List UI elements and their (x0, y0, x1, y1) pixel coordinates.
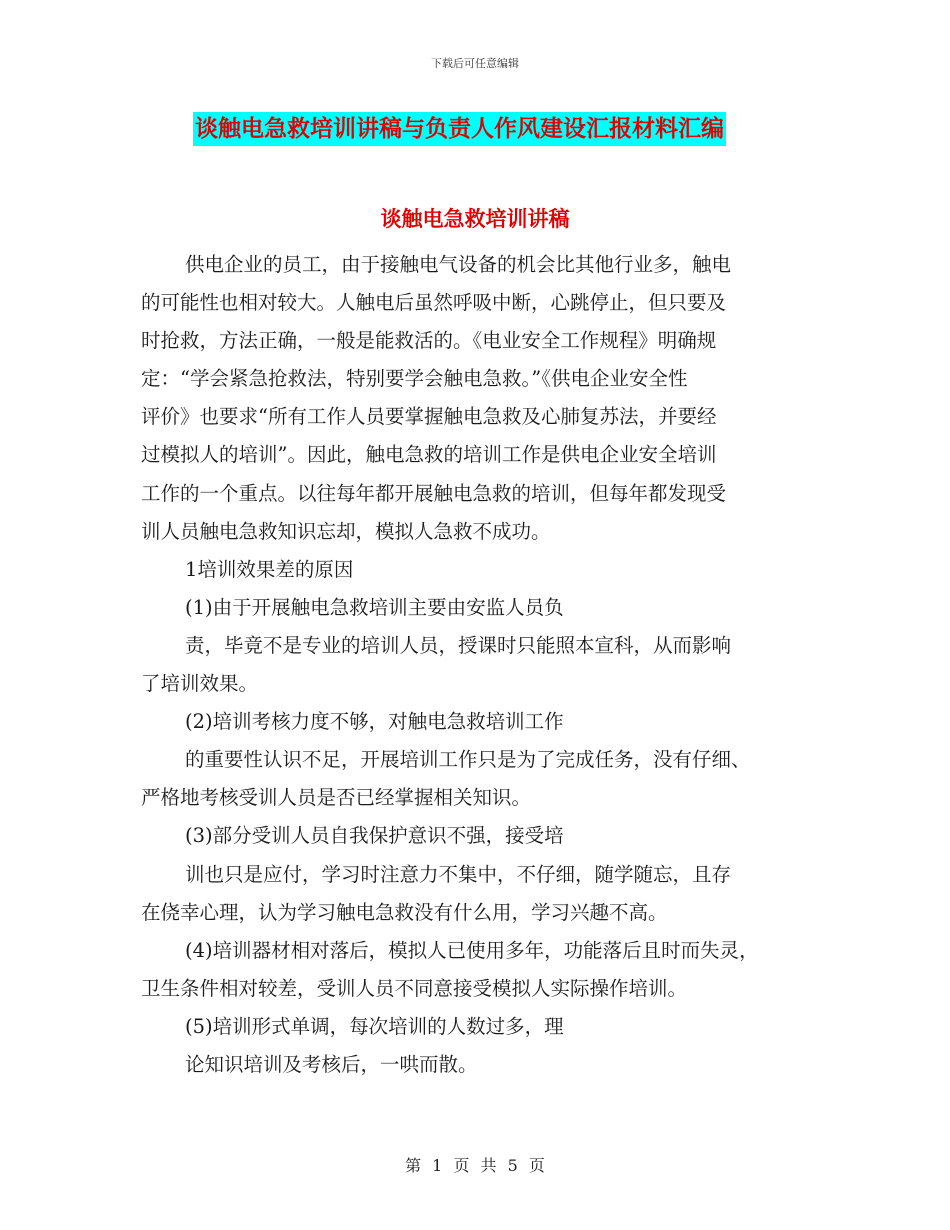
section-title: 谈触电急救培训讲稿 (380, 207, 570, 231)
body-text (141, 246, 821, 1084)
paragraph-line: 严格地考核受训人员是否已经掌握相关知识。 (141, 786, 532, 810)
list-item: (3)部分受训人员自我保护意识不强，接受培 (185, 824, 564, 848)
list-item: (2)培训考核力度不够，对触电急救培训工作 (185, 710, 564, 734)
page-footer: 第 1 页 共 5 页 (405, 1156, 545, 1175)
list-item: (4)培训器材相对落后，模拟人已使用多年，功能落后且时而失灵， (185, 938, 759, 962)
paragraph-line: 训人员触电急救知识忘却，模拟人急救不成功。 (141, 519, 551, 543)
paragraph-line: 定：“学会紧急抢救法，特别要学会触电急救。”《供电企业安全性 (141, 367, 688, 391)
paragraph-line: 评价》也要求“所有工作人员要掌握触电急救及心肺复苏法，并要经 (141, 405, 717, 429)
paragraph-line: 工作的一个重点。以往每年都开展触电急救的培训，但每年都发现受 (141, 481, 727, 505)
paragraph-line: 卫生条件相对较差，受训人员不同意接受模拟人实际操作培训。 (141, 976, 688, 1000)
header-note: 下载后可任意编辑 (431, 57, 519, 70)
subheading: 1培训效果差的原因 (185, 557, 354, 581)
paragraph-line: 的可能性也相对较大。人触电后虽然呼吸中断，心跳停止，但只要及 (141, 291, 727, 315)
paragraph-line: 时抢救，方法正确，一般是能救活的。《电业安全工作规程》明确规 (141, 329, 717, 353)
paragraph-line: 在侥幸心理，认为学习触电急救没有什么用，学习兴趣不高。 (141, 900, 668, 924)
paragraph-line: 供电企业的员工，由于接触电气设备的机会比其他行业多，触电 (185, 253, 732, 276)
list-item: (1)由于开展触电急救培训主要由安监人员负 (185, 595, 564, 619)
paragraph-line: 过模拟人的培训”。因此，触电急救的培训工作是供电企业安全培训 (141, 443, 717, 467)
paragraph-line: 论知识培训及考核后，一哄而散。 (185, 1052, 478, 1076)
paragraph-line: 责，毕竟不是专业的培训人员，授课时只能照本宣科，从而影响 (185, 633, 732, 657)
paragraph-line: 训也只是应付，学习时注意力不集中，不仔细，随学随忘，且存 (185, 862, 732, 886)
document-title: 谈触电急救培训讲稿与负责人作风建设汇报材料汇编 (193, 112, 726, 146)
paragraph-line: 的重要性认识不足，开展培训工作只是为了完成任务，没有仔细、 (185, 748, 751, 772)
paragraph-line: 了培训效果。 (141, 672, 259, 696)
list-item: (5)培训形式单调，每次培训的人数过多，理 (185, 1014, 564, 1038)
